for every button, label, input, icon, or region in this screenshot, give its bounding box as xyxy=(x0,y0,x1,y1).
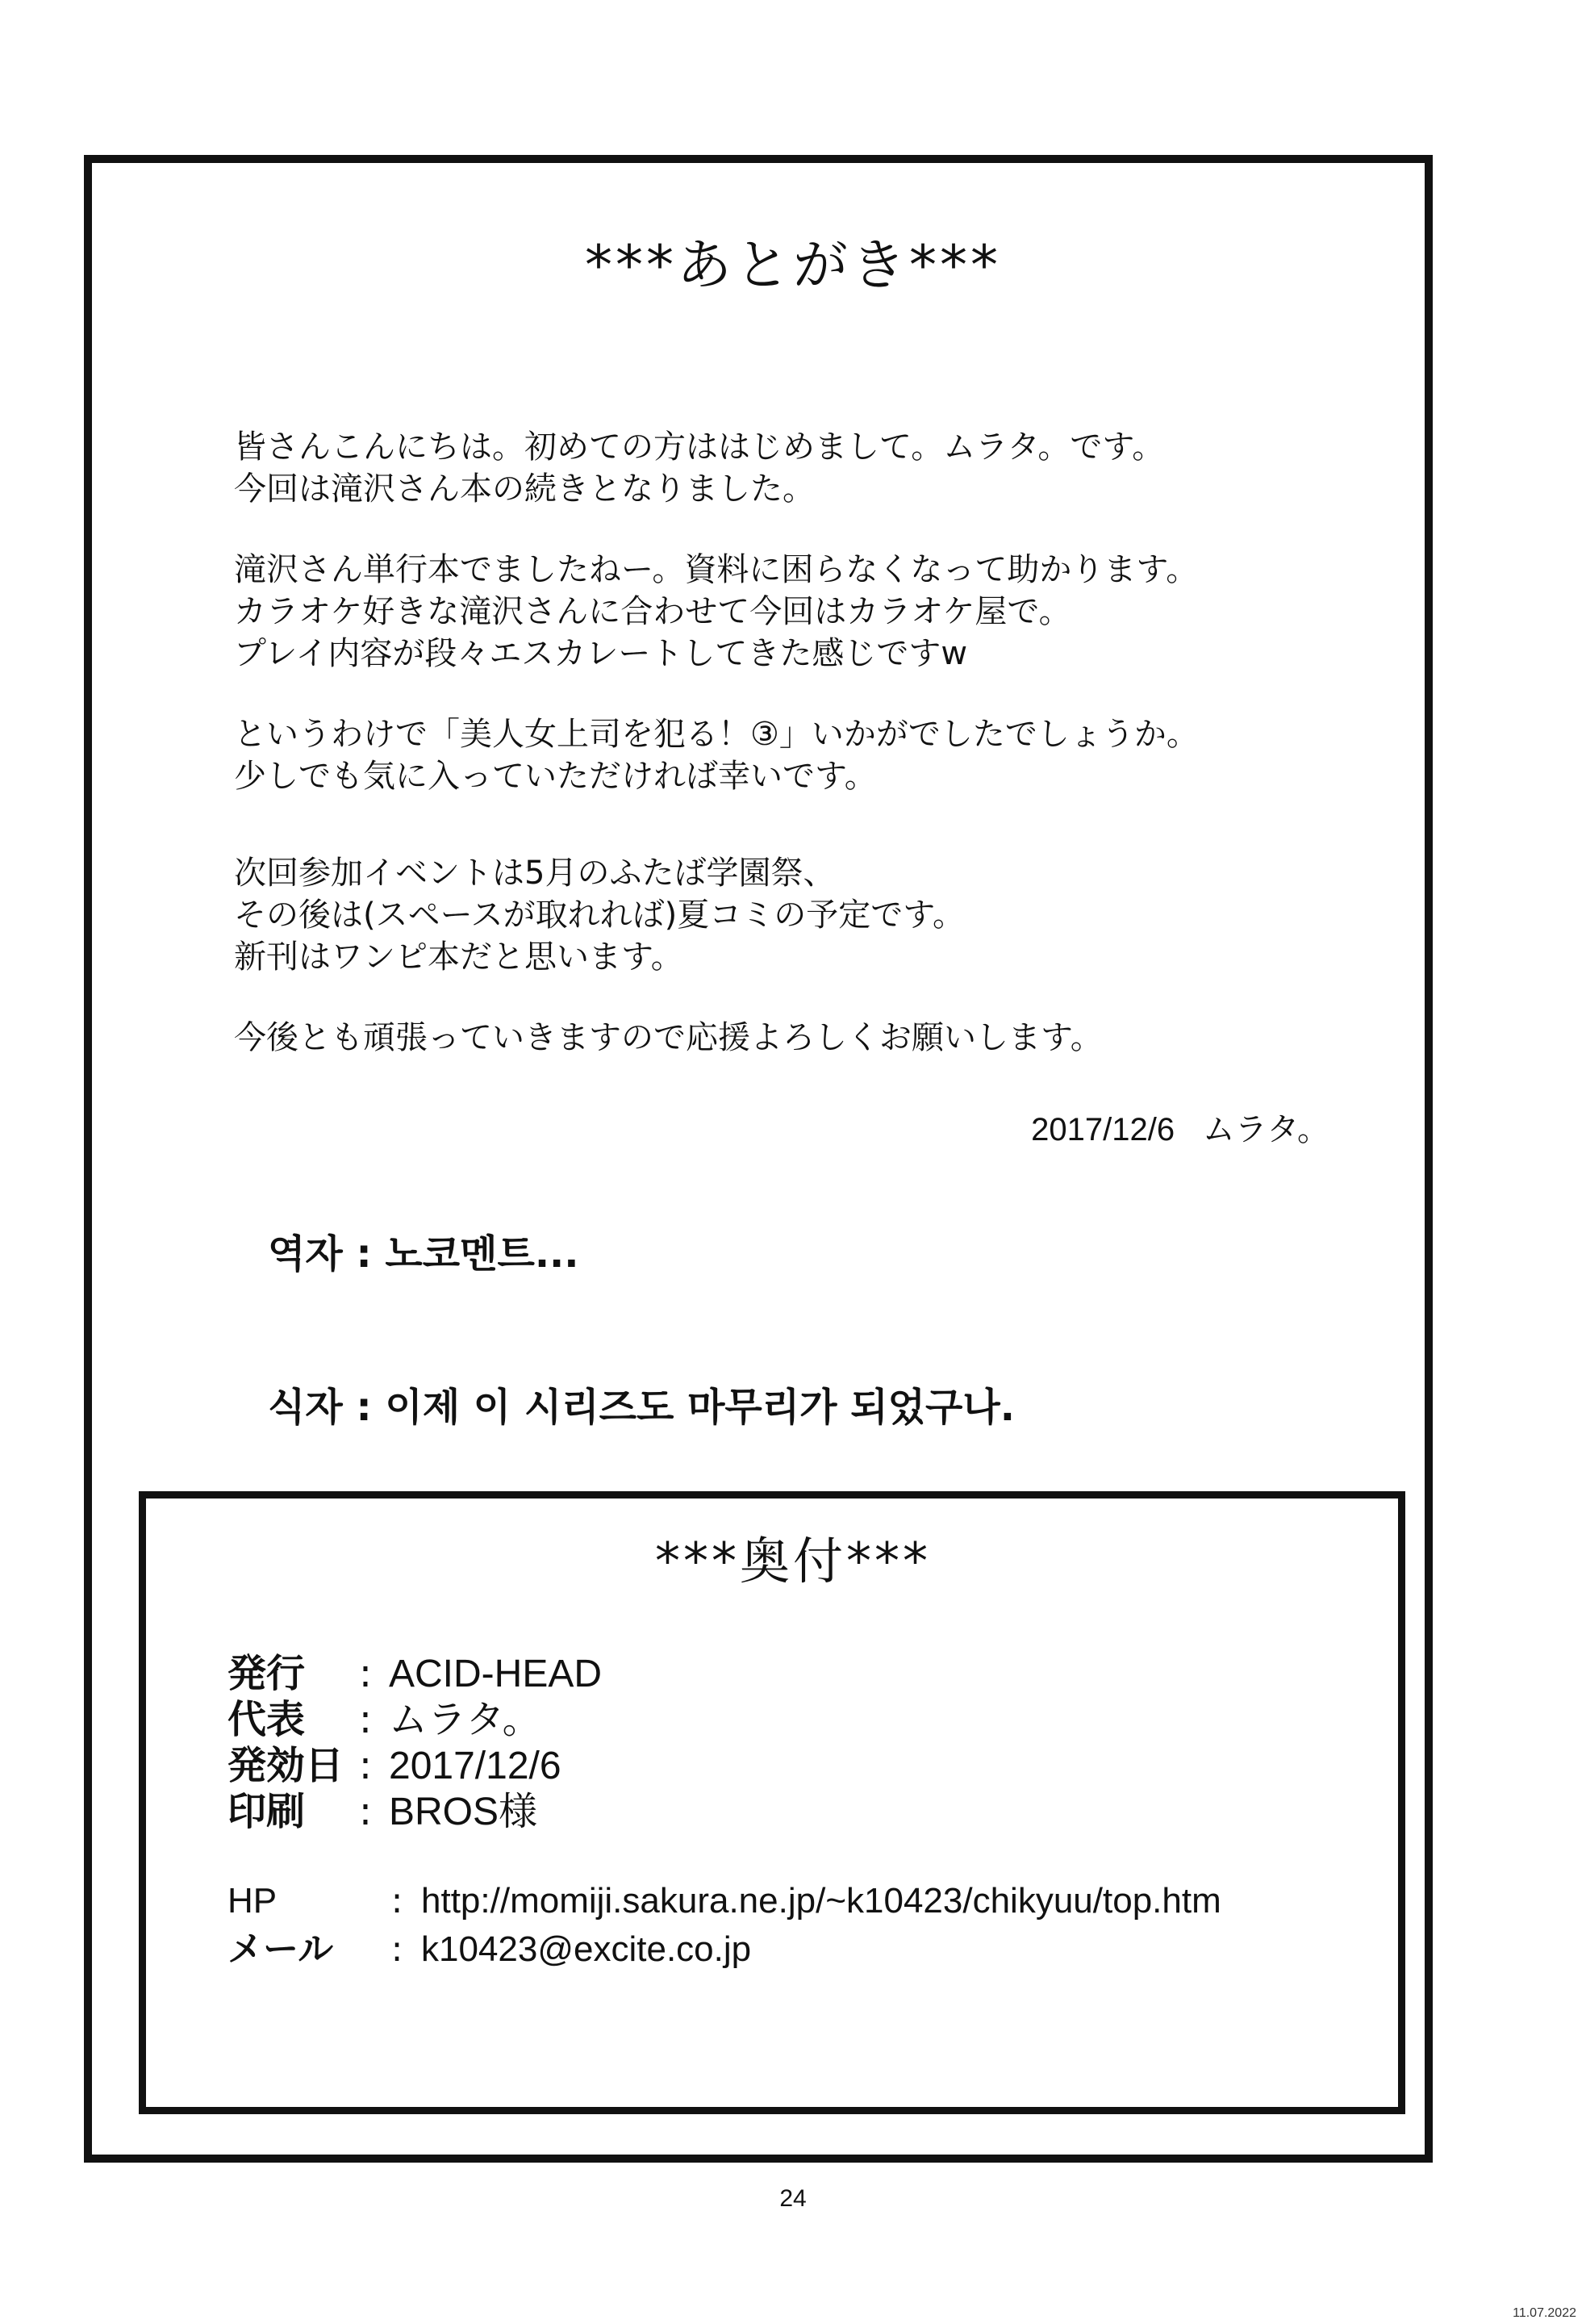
afterword-paragraph-1 xyxy=(234,426,1363,510)
afterword-title: ***あとがき*** xyxy=(584,234,1001,298)
afterword-paragraph-2 xyxy=(234,549,1363,675)
signature-date: 2017/12/6 xyxy=(1031,1112,1175,1147)
colophon-title: ***奥付*** xyxy=(654,1532,931,1590)
colophon-key: 発行 xyxy=(227,1651,306,1696)
afterword-line: 滝沢さん単行本でましたねー。資料に困らなくなって助かります。 xyxy=(234,551,1199,588)
colophon-value: BROS様 xyxy=(389,1791,538,1833)
colophon-key: 代表 xyxy=(227,1697,306,1742)
afterword-line: 少しでも気に入っていただければ幸いです。 xyxy=(234,758,877,795)
colophon-row-publisher xyxy=(227,1651,602,1697)
colophon-row-issue-date xyxy=(227,1743,602,1789)
contact-key: メール xyxy=(227,1929,334,1970)
homepage-url: http://momiji.sakura.ne.jp/~k10423/chikyuu/top.htm xyxy=(421,1881,1221,1921)
afterword-line: その後は(スペースが取れれば)夏コミの予定です。 xyxy=(234,897,966,934)
afterword-line: というわけで「美人女上司を犯る！③」いかがでしたでしょうか。 xyxy=(234,716,1199,753)
colophon-key: 印刷 xyxy=(227,1789,306,1834)
translator-note: 역자 : 노코멘트... xyxy=(268,1231,579,1277)
contact-separator: : xyxy=(390,1880,403,1921)
afterword-paragraph-5 xyxy=(234,1017,1363,1059)
colophon-row-representative xyxy=(227,1697,602,1743)
afterword-line: 新刊はワンピ本だと思います。 xyxy=(234,938,683,976)
afterword-line: 次回参加イベントは5月のふたば学園祭、 xyxy=(234,855,836,892)
colophon-separator: : xyxy=(358,1651,373,1696)
afterword-line: 今後とも頑張っていきますので応援よろしくお願いします。 xyxy=(234,1019,1103,1056)
afterword-line: プレイ内容が段々エスカレートしてきた感じですw xyxy=(234,635,968,672)
contact-row-email xyxy=(227,1925,1221,1974)
colophon-key: 発効日 xyxy=(227,1743,344,1788)
colophon-value: ACID-HEAD xyxy=(389,1653,603,1695)
contact-separator: : xyxy=(390,1929,403,1970)
contact-row-homepage xyxy=(227,1877,1221,1925)
page-number: 24 xyxy=(779,2185,807,2212)
colophon-separator: : xyxy=(358,1789,373,1834)
colophon-row-printer xyxy=(227,1789,602,1835)
colophon-separator: : xyxy=(358,1697,373,1742)
scan-date: 11.07.2022 xyxy=(1513,2306,1576,2320)
signature-name: ムラタ。 xyxy=(1202,1111,1329,1148)
colophon-details xyxy=(227,1651,602,1835)
email-address: k10423@excite.co.jp xyxy=(421,1929,752,1969)
colophon-value: 2017/12/6 xyxy=(389,1745,561,1787)
colophon-value: ムラタ。 xyxy=(389,1699,541,1741)
afterword-line: カラオケ好きな滝沢さんに合わせて今回はカラオケ屋で。 xyxy=(234,593,1071,630)
afterword-paragraph-3 xyxy=(234,713,1363,797)
colophon-separator: : xyxy=(358,1743,373,1788)
afterword-line: 今回は滝沢さん本の続きとなりました。 xyxy=(234,470,815,508)
afterword-line: 皆さんこんにちは。初めての方ははじめまして。ムラタ。です。 xyxy=(234,428,1165,466)
afterword-paragraph-4 xyxy=(234,852,1363,978)
colophon-contact xyxy=(227,1877,1221,1974)
typesetter-note: 식자 : 이제 이 시리즈도 마무리가 되었구나. xyxy=(268,1385,1015,1430)
afterword-body xyxy=(234,426,1363,1059)
afterword-signature xyxy=(1031,1111,1329,1148)
contact-key: HP xyxy=(227,1881,278,1921)
